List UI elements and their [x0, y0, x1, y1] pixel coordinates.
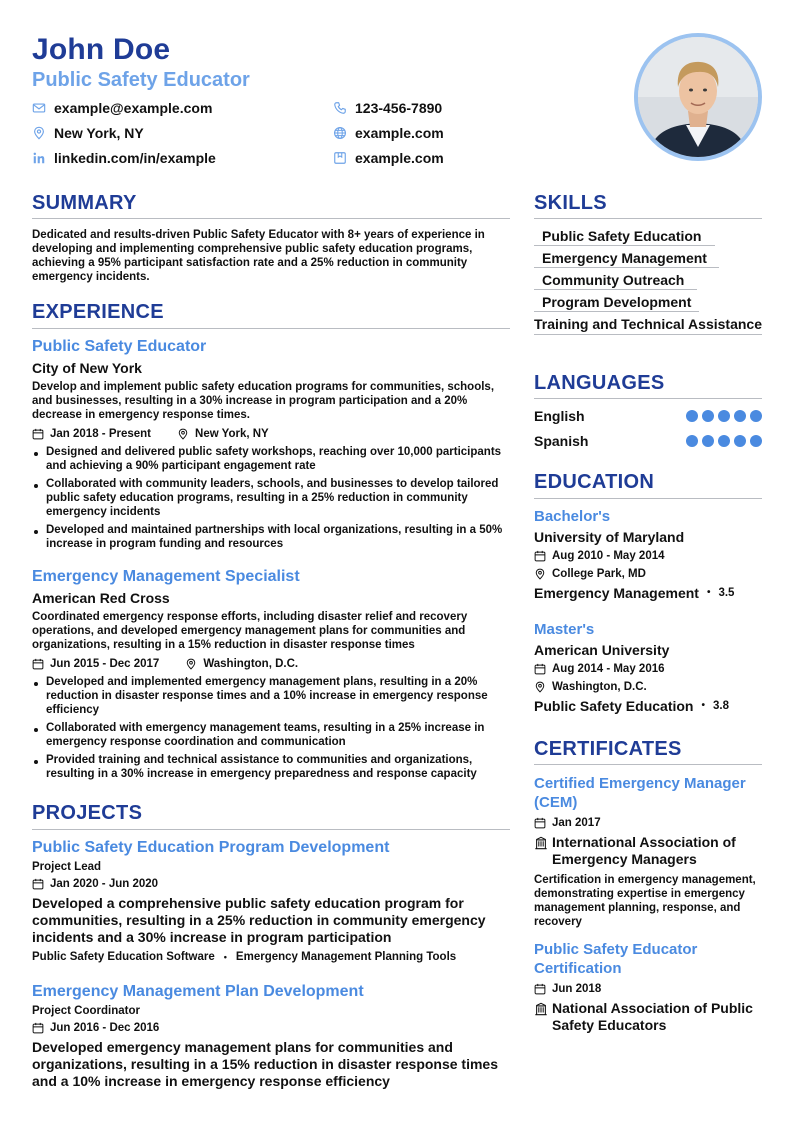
- contact-phone[interactable]: [333, 99, 442, 117]
- profile-photo: [634, 33, 762, 161]
- language-name: English: [534, 408, 585, 424]
- experience-item: [32, 567, 510, 785]
- project-dates: Jan 2020 - Jun 2020: [50, 878, 159, 890]
- languages-heading: LANGUAGES: [534, 372, 665, 394]
- cert-date-row: [534, 981, 762, 997]
- education-item: [534, 620, 762, 715]
- edu-dates: Aug 2014 - May 2016: [552, 663, 665, 675]
- language-level: [686, 435, 762, 447]
- job-description: Develop and implement public safety education programs for communities, schools, and businesses, resulting in a 30% increase in program participation and a 20% decrease in emergency response times.: [32, 381, 495, 421]
- project-dates: Jun 2016 - Dec 2016: [50, 1022, 160, 1034]
- skill-tag: Program Development: [534, 293, 699, 312]
- location-pin-icon: [32, 126, 46, 140]
- contact-portfolio[interactable]: [333, 149, 444, 167]
- project-meta: [32, 1020, 510, 1036]
- cert-date: Jun 2018: [552, 983, 602, 995]
- job-dates: Jan 2018 - Present: [50, 428, 152, 440]
- edu-location: College Park, MD: [552, 568, 646, 580]
- project-description: Developed emergency management plans for communities and organizations, resulting in a 15% reduction in disaster response times and a 10% increase in emergency response efficiency: [32, 1039, 499, 1089]
- calendar-icon: [32, 1022, 44, 1034]
- project-tag: Emergency Management Planning Tools: [235, 951, 457, 963]
- certificate-item: [534, 940, 762, 1034]
- proficiency-dot: [734, 410, 746, 422]
- cert-description: Certification in emergency management, demonstrating expertise in emergency management planning, response, and recovery: [534, 874, 756, 928]
- skill-tag: Public Safety Education: [534, 227, 715, 246]
- summary-text: Dedicated and results-driven Public Safety Educator with 8+ years of experience in developing and implementing comprehensive public safety education programs, achieving a 95% participant satisfaction rate and a 25% reduction in community emergency incidents.: [32, 229, 485, 283]
- experience-heading: EXPERIENCE: [32, 301, 164, 323]
- job-org: City of New York: [32, 360, 142, 376]
- experience-item: [32, 337, 510, 555]
- location-pin-icon: [534, 568, 546, 580]
- edu-school: American University: [534, 642, 670, 658]
- cert-date: Jan 2017: [552, 817, 601, 829]
- cert-date-row: [534, 815, 762, 831]
- calendar-icon: [32, 428, 44, 440]
- portfolio-icon: [333, 151, 347, 165]
- phone-icon: [333, 101, 347, 115]
- job-bullets: [32, 445, 510, 551]
- experience-divider: [32, 328, 510, 329]
- institution-icon: [534, 836, 548, 850]
- calendar-icon: [534, 663, 546, 675]
- project-item: [32, 838, 510, 964]
- proficiency-dot: [718, 410, 730, 422]
- job-title: Emergency Management Specialist: [32, 568, 300, 585]
- calendar-icon: [534, 983, 546, 995]
- skill-tag: Emergency Management: [534, 249, 719, 268]
- location-pin-icon: [534, 681, 546, 693]
- cert-org-row: [534, 1000, 762, 1034]
- proficiency-dot: [718, 435, 730, 447]
- calendar-icon: [32, 878, 44, 890]
- skill-tag: Training and Technical Assistance: [534, 315, 762, 335]
- linkedin-text: linkedin.com/in/example: [54, 150, 216, 166]
- phone-text: 123-456-7890: [355, 100, 443, 116]
- project-role: Project Lead: [32, 861, 102, 873]
- portfolio-text: example.com: [355, 150, 444, 166]
- candidate-name: John Doe: [32, 33, 171, 66]
- summary-heading: SUMMARY: [32, 192, 137, 214]
- proficiency-dot: [686, 435, 698, 447]
- project-item: [32, 982, 510, 1090]
- job-meta: [32, 656, 510, 672]
- location-text: New York, NY: [54, 125, 144, 141]
- job-bullets: [32, 675, 510, 781]
- job-title: Public Safety Educator: [32, 338, 207, 355]
- summary-divider: [32, 218, 510, 219]
- mail-icon: [32, 101, 46, 115]
- edu-degree: Master's: [534, 621, 595, 638]
- languages-divider: [534, 398, 762, 399]
- proficiency-dot: [750, 435, 762, 447]
- language-row: [534, 432, 762, 450]
- project-tags: Public Safety Education Software • Emergency Management Planning Tools: [32, 951, 457, 963]
- job-org: American Red Cross: [32, 590, 170, 606]
- proficiency-dot: [734, 435, 746, 447]
- project-title: Emergency Management Plan Development: [32, 983, 364, 1000]
- contact-location: [32, 124, 144, 142]
- education-item: [534, 507, 762, 602]
- edu-location-row: [534, 679, 762, 695]
- edu-field-row: Emergency Management • 3.5: [534, 585, 735, 601]
- location-pin-icon: [177, 428, 189, 440]
- edu-school: University of Maryland: [534, 529, 685, 545]
- job-description: Coordinated emergency response efforts, including disaster relief and recovery operations, and developed emergency management plans for communities and organizations, resulting in a 15% reduction in disaster response times: [32, 611, 468, 651]
- email-text: example@example.com: [54, 100, 213, 116]
- proficiency-dot: [686, 410, 698, 422]
- job-meta: [32, 426, 510, 442]
- edu-gpa: 3.8: [713, 700, 729, 712]
- website-text: example.com: [355, 125, 444, 141]
- edu-field: Public Safety Education: [534, 698, 694, 714]
- certificates-divider: [534, 764, 762, 765]
- cert-org: National Association of Public Safety Educators: [552, 1000, 753, 1033]
- calendar-icon: [32, 658, 44, 670]
- contact-email[interactable]: [32, 99, 212, 117]
- location-pin-icon: [185, 658, 197, 670]
- candidate-title: Public Safety Educator: [32, 69, 250, 91]
- edu-dates: Aug 2010 - May 2014: [552, 550, 665, 562]
- list-item: Collaborated with community leaders, schools, and businesses to develop tailored public safety education programs, resulting in a 25% reduction in community emergency incidents: [32, 477, 510, 519]
- list-item: Designed and delivered public safety workshops, reaching over 10,000 participants and achieving a 90% participant engagement rate: [32, 445, 510, 473]
- project-tag: Public Safety Education Software: [32, 951, 215, 963]
- projects-divider: [32, 829, 510, 830]
- skills-divider: [534, 218, 762, 219]
- proficiency-dot: [702, 410, 714, 422]
- language-level: [686, 410, 762, 422]
- edu-field-row: Public Safety Education • 3.8: [534, 698, 729, 714]
- language-name: Spanish: [534, 433, 589, 449]
- list-item: Collaborated with emergency management teams, resulting in a 25% increase in emergency response coordination and communication: [32, 721, 510, 749]
- education-divider: [534, 498, 762, 499]
- cert-org-row: [534, 834, 762, 868]
- cert-title: Public Safety Educator Certification: [534, 941, 698, 977]
- edu-degree: Bachelor's: [534, 508, 611, 525]
- education-heading: EDUCATION: [534, 471, 655, 493]
- edu-gpa: 3.5: [718, 587, 735, 599]
- certificate-item: [534, 774, 762, 929]
- proficiency-dot: [750, 410, 762, 422]
- skill-tag: Community Outreach: [534, 271, 697, 290]
- contact-website[interactable]: [333, 124, 444, 142]
- edu-location: Washington, D.C.: [552, 681, 647, 693]
- cert-title: Certified Emergency Manager (CEM): [534, 775, 746, 811]
- linkedin-icon: [32, 151, 46, 165]
- project-role: Project Coordinator: [32, 1005, 140, 1017]
- job-location: Washington, D.C.: [203, 658, 299, 670]
- list-item: Developed and implemented emergency management plans, resulting in a 20% reduction in disaster response times and a 10% increase in emergency response efficiency: [32, 675, 510, 717]
- projects-heading: PROJECTS: [32, 802, 143, 824]
- calendar-icon: [534, 817, 546, 829]
- skills-heading: SKILLS: [534, 192, 607, 214]
- edu-field: Emergency Management: [534, 585, 699, 601]
- edu-dates-row: [534, 548, 762, 564]
- list-item: Provided training and technical assistance to communities and organizations, resulting in a 30% increase in emergency preparedness and response capacity: [32, 753, 510, 781]
- globe-icon: [333, 126, 347, 140]
- institution-icon: [534, 1002, 548, 1016]
- calendar-icon: [534, 550, 546, 562]
- edu-location-row: [534, 566, 762, 582]
- certificates-heading: CERTIFICATES: [534, 738, 682, 760]
- language-row: [534, 407, 762, 425]
- job-location: New York, NY: [195, 428, 269, 440]
- proficiency-dot: [702, 435, 714, 447]
- edu-dates-row: [534, 661, 762, 677]
- list-item: Developed and maintained partnerships with local organizations, resulting in a 50% increase in program funding and resources: [32, 523, 510, 551]
- project-description: Developed a comprehensive public safety education program for communities, resulting in a 25% reduction in community emergency incidents and a 30% increase in program participation: [32, 895, 486, 945]
- contact-linkedin[interactable]: [32, 149, 216, 167]
- project-meta: [32, 876, 510, 892]
- cert-org: International Association of Emergency Managers: [552, 834, 736, 867]
- job-dates: Jun 2015 - Dec 2017: [50, 658, 160, 670]
- project-title: Public Safety Education Program Development: [32, 839, 390, 856]
